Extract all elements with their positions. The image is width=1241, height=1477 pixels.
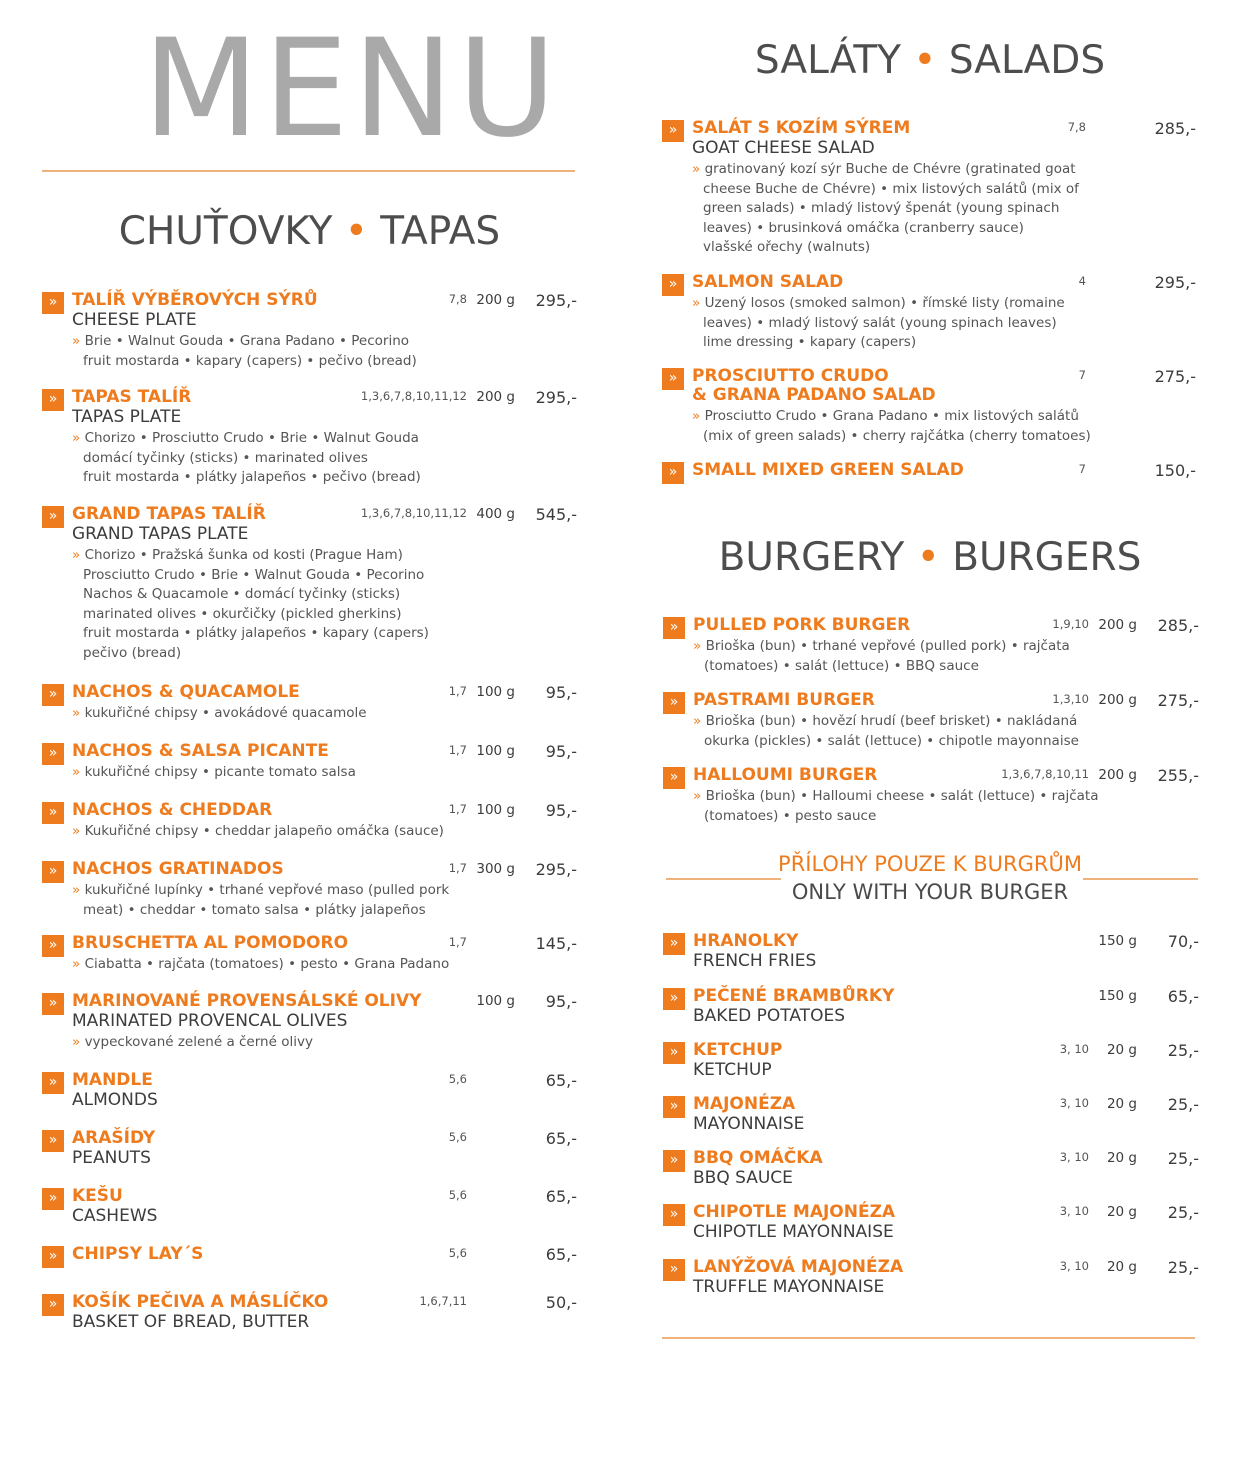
item-name-en: BBQ SAUCE — [693, 1168, 793, 1188]
burgers-title-cz: BURGERY — [718, 535, 905, 580]
item-weight: 100 g — [476, 743, 515, 759]
item-allergens: 3, 10 — [1059, 1204, 1089, 1218]
item-name-en: CHIPOTLE MAYONNAISE — [693, 1222, 894, 1242]
item-allergens: 1,3,6,7,8,10,11,12 — [360, 506, 467, 520]
menu-item — [663, 933, 1199, 973]
bullet-chevron-icon: » — [662, 120, 684, 142]
item-allergens: 1,3,6,7,8,10,11,12 — [360, 389, 467, 403]
description-text: domácí tyčinky (sticks) • marinated olives — [83, 449, 368, 466]
item-name: CHIPOTLE MAJONÉZA — [693, 1202, 896, 1222]
item-allergens: 1,9,10 — [1052, 617, 1089, 631]
sides-title-cz: PŘÍLOHY POUZE K BURGRŮM — [778, 852, 1082, 876]
bullet-chevron-icon: » — [42, 861, 64, 883]
description-arrow-icon: » — [692, 295, 701, 311]
item-allergens: 7,8 — [1067, 120, 1086, 134]
menu-item — [42, 684, 578, 724]
description-text: (mix of green salads) • cherry rajčátka (cherry tomatoes) — [703, 427, 1091, 444]
item-name-en: BAKED POTATOES — [693, 1006, 845, 1026]
description-text: pečivo (bread) — [83, 644, 182, 661]
menu-item — [42, 1188, 578, 1228]
menu-item — [42, 743, 578, 783]
item-name: NACHOS & CHEDDAR — [72, 800, 273, 820]
item-name: MANDLE — [72, 1070, 153, 1090]
item-weight: 400 g — [476, 506, 515, 522]
sides-title-en: ONLY WITH YOUR BURGER — [791, 880, 1069, 904]
title-separator-dot: • — [344, 209, 368, 254]
bullet-chevron-icon: » — [42, 292, 64, 314]
item-price: 295,- — [1154, 273, 1196, 292]
description-line — [692, 294, 1065, 314]
bullet-chevron-icon: » — [663, 1259, 685, 1281]
item-name: LANÝŽOVÁ MAJONÉZA — [693, 1257, 904, 1277]
description-arrow-icon: » — [72, 1034, 81, 1050]
item-allergens: 5,6 — [448, 1188, 467, 1202]
description-line — [693, 787, 1099, 807]
salads-title-en: SALADS — [948, 38, 1106, 83]
item-allergens: 1,6,7,11 — [419, 1294, 467, 1308]
item-name-en: MAYONNAISE — [693, 1114, 805, 1134]
item-name: KETCHUP — [693, 1040, 783, 1060]
bullet-chevron-icon: » — [42, 1294, 64, 1316]
description-text: Nachos & Quacamole • domácí tyčinky (sticks) — [83, 586, 401, 603]
description-line — [72, 332, 417, 352]
item-allergens: 7 — [1078, 368, 1086, 382]
menu-item — [42, 859, 578, 918]
description-line — [692, 427, 1091, 447]
description-line — [693, 712, 1079, 732]
item-name-en: GRAND TAPAS PLATE — [72, 524, 249, 544]
menu-item — [42, 1246, 578, 1286]
item-description — [693, 637, 1070, 676]
item-weight: 20 g — [1106, 1204, 1137, 1220]
burgers-title-en: BURGERS — [952, 535, 1142, 580]
item-allergens: 1,3,10 — [1052, 692, 1089, 706]
bullet-chevron-icon: » — [663, 617, 685, 639]
description-line — [692, 333, 1065, 353]
item-description — [72, 1033, 313, 1053]
burgers-section-title — [662, 535, 1198, 581]
item-name: PROSCIUTTO CRUDO — [692, 366, 889, 386]
description-text: lime dressing • kapary (capers) — [703, 334, 917, 351]
description-line — [72, 901, 449, 921]
bullet-chevron-icon: » — [42, 506, 64, 528]
description-text: Chorizo • Prosciutto Crudo • Brie • Walnut Gouda — [84, 430, 419, 446]
description-arrow-icon: » — [72, 430, 81, 446]
description-text: fruit mostarda • plátky jalapeños • kapary (capers) — [83, 625, 429, 642]
item-name: CHIPSY LAY´S — [72, 1244, 204, 1264]
description-text: gratinovaný kozí sýr Buche de Chévre (gratinated goat — [704, 161, 1076, 177]
title-separator-dot: • — [913, 38, 937, 83]
description-arrow-icon: » — [72, 705, 81, 721]
menu-item — [662, 272, 1198, 351]
description-line — [72, 644, 429, 664]
item-weight: 100 g — [476, 684, 515, 700]
description-line — [72, 585, 429, 605]
bottom-divider — [662, 1337, 1195, 1339]
item-allergens: 5,6 — [448, 1130, 467, 1144]
item-name-line2: & GRANA PADANO SALAD — [692, 385, 936, 405]
item-weight: 150 g — [1098, 988, 1137, 1004]
item-name-en: FRENCH FRIES — [693, 951, 817, 971]
menu-item — [42, 802, 578, 842]
menu-item — [42, 1130, 578, 1170]
menu-item — [42, 1294, 578, 1334]
item-allergens: 7,8 — [448, 292, 467, 306]
item-allergens: 1,3,6,7,8,10,11 — [1001, 767, 1089, 781]
item-name: BRUSCHETTA AL POMODORO — [72, 933, 349, 953]
item-name-en: CHEESE PLATE — [72, 310, 197, 330]
item-name-en: PEANUTS — [72, 1148, 151, 1168]
bullet-chevron-icon: » — [42, 1188, 64, 1210]
item-name: NACHOS & QUACAMOLE — [72, 682, 300, 702]
item-weight: 20 g — [1106, 1150, 1137, 1166]
item-name-en: TAPAS PLATE — [72, 407, 182, 427]
menu-item — [42, 290, 578, 369]
item-price: 65,- — [1167, 987, 1199, 1006]
item-price: 65,- — [545, 1129, 577, 1148]
item-weight: 150 g — [1098, 933, 1137, 949]
item-allergens: 1,7 — [448, 743, 467, 757]
item-name-en: BASKET OF BREAD, BUTTER — [72, 1312, 310, 1332]
description-line — [692, 219, 1079, 239]
description-line — [692, 180, 1079, 200]
item-allergens: 3, 10 — [1059, 1042, 1089, 1056]
item-price: 145,- — [535, 934, 577, 953]
description-text: Chorizo • Pražská šunka od kosti (Prague Ham) — [84, 547, 403, 563]
menu-item — [663, 1096, 1199, 1136]
item-description — [72, 429, 421, 488]
description-line — [693, 657, 1070, 677]
item-description — [693, 712, 1079, 751]
menu-item — [662, 118, 1198, 256]
item-name: NACHOS GRATINADOS — [72, 859, 284, 879]
item-name: BBQ OMÁČKA — [693, 1148, 823, 1168]
salads-title-cz: SALÁTY — [754, 38, 901, 83]
item-name: PEČENÉ BRAMBŮRKY — [693, 986, 895, 1006]
bullet-chevron-icon: » — [42, 1130, 64, 1152]
item-weight: 20 g — [1106, 1042, 1137, 1058]
item-price: 25,- — [1167, 1258, 1199, 1277]
item-price: 65,- — [545, 1245, 577, 1264]
description-text: Brioška (bun) • trhané vepřové (pulled pork) • rajčata — [705, 638, 1070, 654]
item-price: 95,- — [545, 742, 577, 761]
item-price: 255,- — [1157, 766, 1199, 785]
item-price: 285,- — [1154, 119, 1196, 138]
title-separator-dot: • — [916, 535, 940, 580]
salads-section-title — [662, 38, 1198, 84]
item-description — [72, 704, 367, 724]
description-arrow-icon: » — [72, 882, 81, 898]
item-allergens: 7 — [1078, 462, 1086, 476]
item-name-en: MARINATED PROVENCAL OLIVES — [72, 1011, 348, 1031]
item-price: 50,- — [545, 1293, 577, 1312]
item-name: HALLOUMI BURGER — [693, 765, 878, 785]
item-price: 95,- — [545, 992, 577, 1011]
description-line — [72, 624, 429, 644]
description-text: Kukuřičné chipsy • cheddar jalapeño omáčka (sauce) — [84, 823, 444, 839]
item-name: NACHOS & SALSA PICANTE — [72, 741, 329, 761]
item-weight: 100 g — [476, 802, 515, 818]
description-arrow-icon: » — [72, 823, 81, 839]
bullet-chevron-icon: » — [42, 993, 64, 1015]
description-text: cheese Buche de Chévre) • mix listových salátů (mix of — [703, 180, 1079, 197]
bullet-chevron-icon: » — [662, 274, 684, 296]
description-text: Brioška (bun) • Halloumi cheese • salát (lettuce) • rajčata — [705, 788, 1099, 804]
item-allergens: 1,7 — [448, 684, 467, 698]
description-line — [72, 468, 421, 488]
description-text: vlašské ořechy (walnuts) — [703, 239, 871, 256]
menu-item — [663, 690, 1199, 749]
description-arrow-icon: » — [692, 161, 701, 177]
bullet-chevron-icon: » — [663, 1096, 685, 1118]
description-line — [72, 449, 421, 469]
item-price: 295,- — [535, 860, 577, 879]
item-price: 25,- — [1167, 1041, 1199, 1060]
menu-item — [663, 765, 1199, 824]
description-text: meat) • cheddar • tomato salsa • plátky jalapeños — [83, 901, 426, 918]
description-arrow-icon: » — [693, 788, 702, 804]
description-text: kukuřičné chipsy • picante tomato salsa — [84, 764, 356, 780]
item-weight: 200 g — [1098, 767, 1137, 783]
description-line — [72, 605, 429, 625]
description-line — [692, 407, 1091, 427]
description-line — [72, 352, 417, 372]
item-description — [72, 332, 417, 371]
item-allergens: 3, 10 — [1059, 1150, 1089, 1164]
item-description — [72, 881, 449, 920]
description-line — [692, 160, 1079, 180]
bullet-chevron-icon: » — [663, 1150, 685, 1172]
item-price: 65,- — [545, 1187, 577, 1206]
item-name: ARAŠÍDY — [72, 1128, 156, 1148]
item-weight: 20 g — [1106, 1096, 1137, 1112]
bullet-chevron-icon: » — [663, 988, 685, 1010]
description-text: Ciabatta • rajčata (tomatoes) • pesto • Grana Padano — [84, 956, 450, 972]
item-price: 150,- — [1154, 461, 1196, 480]
menu-item — [42, 387, 578, 486]
menu-item — [42, 504, 578, 661]
menu-item — [663, 1042, 1199, 1082]
description-line — [72, 704, 367, 724]
description-line — [72, 822, 444, 842]
description-text: leaves) • brusinková omáčka (cranberry sauce) — [703, 219, 1024, 236]
bullet-chevron-icon: » — [42, 389, 64, 411]
item-weight: 200 g — [476, 389, 515, 405]
menu-item — [42, 991, 578, 1050]
item-description — [692, 407, 1091, 446]
description-line — [72, 1033, 313, 1053]
description-text: Uzený losos (smoked salmon) • římské listy (romaine — [704, 295, 1065, 311]
bullet-chevron-icon: » — [42, 802, 64, 824]
tapas-title-en: TAPAS — [380, 209, 501, 254]
item-name: TAPAS TALÍŘ — [72, 387, 192, 407]
item-allergens: 5,6 — [448, 1072, 467, 1086]
item-price: 95,- — [545, 683, 577, 702]
item-name-en: GOAT CHEESE SALAD — [692, 138, 875, 158]
description-text: fruit mostarda • kapary (capers) • pečivo (bread) — [83, 352, 417, 369]
bullet-chevron-icon: » — [42, 935, 64, 957]
item-description — [692, 294, 1065, 353]
item-description — [693, 787, 1099, 826]
description-text: green salads) • mladý listový špenát (young spinach — [703, 200, 1060, 217]
item-weight: 200 g — [1098, 617, 1137, 633]
bullet-chevron-icon: » — [662, 462, 684, 484]
item-allergens: 3, 10 — [1059, 1259, 1089, 1273]
item-price: 285,- — [1157, 616, 1199, 635]
item-name: KEŠU — [72, 1186, 123, 1206]
bullet-chevron-icon: » — [42, 1246, 64, 1268]
item-description — [72, 546, 429, 664]
menu-item — [663, 988, 1199, 1028]
description-arrow-icon: » — [72, 547, 81, 563]
menu-title: MENU — [142, 10, 561, 167]
description-text: kukuřičné lupínky • trhané vepřové maso (pulled pork — [84, 882, 450, 898]
menu-item — [662, 462, 1198, 502]
item-description — [72, 822, 444, 842]
description-text: Brie • Walnut Gouda • Grana Padano • Pecorino — [84, 333, 410, 349]
item-weight: 20 g — [1106, 1259, 1137, 1275]
description-text: marinated olives • okurčičky (pickled gherkins) — [83, 605, 402, 622]
description-text: Brioška (bun) • hovězí hrudí (beef brisket) • nakládaná — [705, 713, 1078, 729]
description-line — [692, 314, 1065, 334]
tapas-title-cz: CHUŤOVKY — [118, 209, 333, 254]
menu-item — [663, 1259, 1199, 1299]
bullet-chevron-icon: » — [663, 767, 685, 789]
item-weight: 200 g — [1098, 692, 1137, 708]
item-name: TALÍŘ VÝBĚROVÝCH SÝRŮ — [72, 290, 318, 310]
menu-item — [42, 935, 578, 975]
bullet-chevron-icon: » — [42, 1072, 64, 1094]
description-arrow-icon: » — [72, 333, 81, 349]
item-allergens: 4 — [1078, 274, 1086, 288]
item-name: PULLED PORK BURGER — [693, 615, 911, 635]
item-name-en: CASHEWS — [72, 1206, 158, 1226]
description-line — [693, 637, 1070, 657]
description-line — [72, 429, 421, 449]
description-text: vypeckované zelené a černé olivy — [84, 1034, 313, 1050]
description-line — [692, 199, 1079, 219]
description-line — [692, 238, 1079, 258]
description-text: Prosciutto Crudo • Grana Padano • mix listových salátů — [704, 408, 1079, 424]
description-line — [72, 546, 429, 566]
item-description — [72, 763, 356, 783]
bullet-chevron-icon: » — [42, 743, 64, 765]
description-line — [72, 763, 356, 783]
item-description — [72, 955, 449, 975]
item-name: GRAND TAPAS TALÍŘ — [72, 504, 266, 524]
item-price: 65,- — [545, 1071, 577, 1090]
description-line — [693, 732, 1079, 752]
description-text: okurka (pickles) • salát (lettuce) • chipotle mayonnaise — [704, 732, 1079, 749]
menu-item — [663, 1150, 1199, 1190]
item-name-en: KETCHUP — [693, 1060, 772, 1080]
description-arrow-icon: » — [72, 764, 81, 780]
item-price: 275,- — [1154, 367, 1196, 386]
item-price: 70,- — [1167, 932, 1199, 951]
item-name-en: TRUFFLE MAYONNAISE — [693, 1277, 885, 1297]
bullet-chevron-icon: » — [662, 368, 684, 390]
item-price: 295,- — [535, 388, 577, 407]
item-allergens: 3, 10 — [1059, 1096, 1089, 1110]
bullet-chevron-icon: » — [663, 1204, 685, 1226]
item-name: KOŠÍK PEČIVA A MÁSLÍČKO — [72, 1292, 329, 1312]
item-allergens: 5,6 — [448, 1246, 467, 1260]
menu-item — [42, 1072, 578, 1112]
item-name: MARINOVANÉ PROVENSÁLSKÉ OLIVY — [72, 991, 422, 1011]
description-line — [72, 566, 429, 586]
item-price: 295,- — [535, 291, 577, 310]
description-arrow-icon: » — [693, 713, 702, 729]
item-name: MAJONÉZA — [693, 1094, 796, 1114]
description-text: leaves) • mladý listový salát (young spinach leaves) — [703, 314, 1057, 331]
description-text: (tomatoes) • pesto sauce — [704, 807, 877, 824]
tapas-section-title — [42, 209, 577, 255]
item-price: 25,- — [1167, 1203, 1199, 1222]
bullet-chevron-icon: » — [663, 692, 685, 714]
description-line — [693, 807, 1099, 827]
item-name: HRANOLKY — [693, 931, 799, 951]
description-arrow-icon: » — [72, 956, 81, 972]
bullet-chevron-icon: » — [42, 684, 64, 706]
item-price: 25,- — [1167, 1095, 1199, 1114]
item-allergens: 1,7 — [448, 935, 467, 949]
description-line — [72, 955, 449, 975]
item-price: 275,- — [1157, 691, 1199, 710]
item-weight: 200 g — [476, 292, 515, 308]
bullet-chevron-icon: » — [663, 933, 685, 955]
item-name-en: ALMONDS — [72, 1090, 158, 1110]
item-allergens: 1,7 — [448, 802, 467, 816]
item-weight: 300 g — [476, 861, 515, 877]
menu-item — [663, 1204, 1199, 1244]
description-text: fruit mostarda • plátky jalapeños • pečivo (bread) — [83, 469, 421, 486]
item-allergens: 1,7 — [448, 861, 467, 875]
description-text: kukuřičné chipsy • avokádové quacamole — [84, 705, 367, 721]
item-price: 25,- — [1167, 1149, 1199, 1168]
item-name: SALÁT S KOZÍM SÝREM — [692, 118, 911, 138]
item-price: 95,- — [545, 801, 577, 820]
description-text: Prosciutto Crudo • Brie • Walnut Gouda • Pecorino — [83, 566, 425, 583]
description-line — [72, 881, 449, 901]
description-text: (tomatoes) • salát (lettuce) • BBQ sauce — [704, 657, 979, 674]
bullet-chevron-icon: » — [663, 1042, 685, 1064]
menu-item — [663, 615, 1199, 674]
menu-item — [662, 366, 1198, 444]
item-name: SALMON SALAD — [692, 272, 844, 292]
title-divider — [42, 170, 575, 172]
item-name: SMALL MIXED GREEN SALAD — [692, 460, 964, 480]
item-price: 545,- — [535, 505, 577, 524]
item-name: PASTRAMI BURGER — [693, 690, 875, 710]
description-arrow-icon: » — [693, 638, 702, 654]
item-description — [692, 160, 1079, 258]
item-weight: 100 g — [476, 993, 515, 1009]
description-arrow-icon: » — [692, 408, 701, 424]
